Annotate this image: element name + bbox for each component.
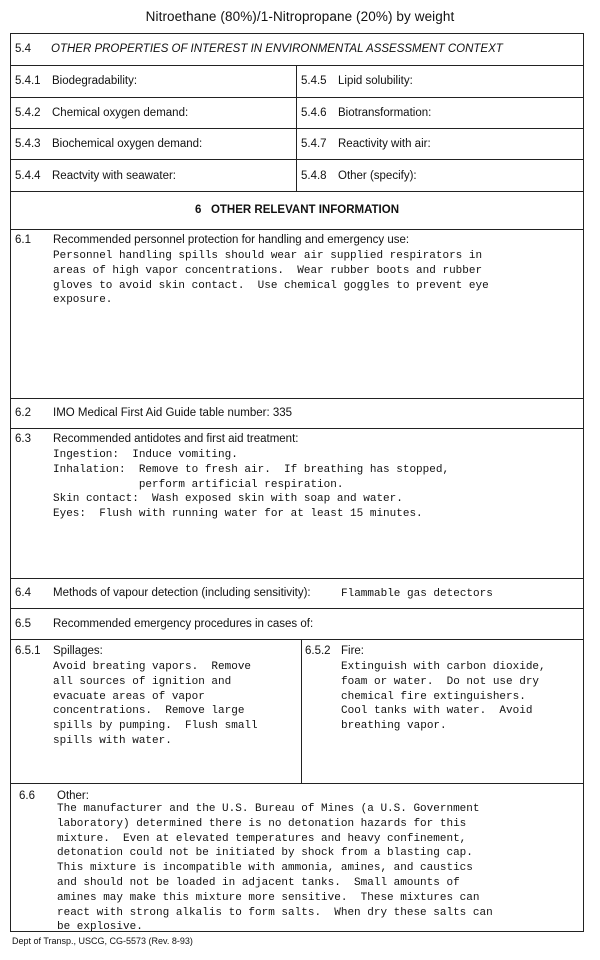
section-6-2	[11, 399, 583, 429]
property-label: Reactivity with air:	[338, 138, 431, 150]
section-text: The manufacturer and the U.S. Bureau of Mines (a U.S. Government laboratory) determined there is no detonation hazards for this mixture. Even at elevated temperatures and heavy confinement, detonation could not be initiated by shock from a blasting cap. This mixture is incompatible with ammonia, amines, and caustics and should not be loaded in adjacent tanks. Small amounts of amines may make this mixture more sensitive. These mixtures can react with strong alkalis to form salts. When dry these salts can be explosive.	[57, 803, 493, 934]
section-6-5	[11, 609, 583, 640]
section-5-4-header	[11, 34, 583, 66]
property-label: Biochemical oxygen demand:	[52, 138, 203, 150]
property-row	[11, 98, 583, 129]
property-row	[11, 160, 583, 192]
section-label: IMO Medical First Aid Guide table number: 335	[53, 407, 293, 419]
form-footer: Dept of Transp., USCG, CG-5573 (Rev. 8-93)	[12, 936, 193, 946]
section-text: Personnel handling spills should wear air supplied respirators in areas of high vapor concentrations. Wear rubber boots and rubber gloves to avoid skin contact. Use chemical goggles to prevent eye exposure.	[53, 250, 489, 307]
section-6-3	[11, 429, 583, 579]
section-number: 6.5.2	[305, 645, 331, 657]
section-label: Fire:	[341, 645, 364, 657]
section-6-5-procedures	[11, 640, 583, 784]
data-sheet-frame	[10, 33, 584, 932]
section-label: Other:	[57, 790, 89, 802]
section-text: Avoid breating vapors. Remove all sources of ignition and evacuate areas of vapor concentrations. Remove large spills by pumping. Flush small spills with water.	[53, 661, 258, 747]
column-divider	[296, 160, 297, 191]
section-number: 6.3	[15, 433, 31, 445]
column-divider	[301, 640, 302, 783]
property-number: 5.4.5	[301, 75, 327, 87]
property-row	[11, 66, 583, 98]
section-text: Extinguish with carbon dioxide, foam or water. Do not use dry chemical fire extinguishers. Cool tanks with water. Avoid breathing vapor.	[341, 661, 546, 733]
section-title: 6 OTHER RELEVANT INFORMATION	[194, 204, 400, 216]
property-number: 5.4.7	[301, 138, 327, 150]
section-number: 6.4	[15, 587, 31, 599]
document-title: Nitroethane (80%)/1-Nitropropane (20%) by weight	[145, 9, 455, 24]
section-number: 6.2	[15, 407, 31, 419]
section-title: OTHER PROPERTIES OF INTEREST IN ENVIRONMENTAL ASSESSMENT CONTEXT	[51, 43, 503, 55]
property-label: Lipid solubility:	[338, 75, 413, 87]
property-number: 5.4.1	[15, 75, 41, 87]
section-label: Methods of vapour detection (including sensitivity):	[53, 587, 311, 599]
section-label: Recommended personnel protection for handling and emergency use:	[53, 234, 410, 246]
column-divider	[296, 66, 297, 97]
section-number: 6.6	[19, 790, 35, 802]
property-row	[11, 129, 583, 160]
section-text: Ingestion: Induce vomiting. Inhalation: Remove to fresh air. If breathing has stopped, perform artificial respiration. Skin contact: Wash exposed skin with soap and water. Eyes: Flush with running water for at least 15 minutes.	[53, 449, 450, 521]
section-6-6	[11, 784, 583, 934]
property-number: 5.4.6	[301, 107, 327, 119]
property-number: 5.4.8	[301, 170, 327, 182]
column-divider	[296, 129, 297, 159]
section-number: 6.5	[15, 618, 31, 630]
section-6-header	[11, 192, 583, 230]
property-label: Reactvity with seawater:	[52, 170, 176, 182]
section-number: 5.4	[15, 43, 31, 55]
section-6-1	[11, 230, 583, 399]
section-label: Spillages:	[53, 645, 103, 657]
section-label: Recommended emergency procedures in cases of:	[53, 618, 314, 630]
property-label: Chemical oxygen demand:	[52, 107, 189, 119]
property-label: Biodegradability:	[52, 75, 138, 87]
section-number: 6.1	[15, 234, 31, 246]
section-6-4	[11, 579, 583, 609]
section-number: 6.5.1	[15, 645, 41, 657]
property-label: Other (specify):	[338, 170, 417, 182]
property-number: 5.4.4	[15, 170, 41, 182]
section-value: Flammable gas detectors	[341, 588, 493, 600]
property-number: 5.4.2	[15, 107, 41, 119]
column-divider	[296, 98, 297, 128]
property-number: 5.4.3	[15, 138, 41, 150]
property-label: Biotransformation:	[338, 107, 432, 119]
section-label: Recommended antidotes and first aid treatment:	[53, 433, 299, 445]
